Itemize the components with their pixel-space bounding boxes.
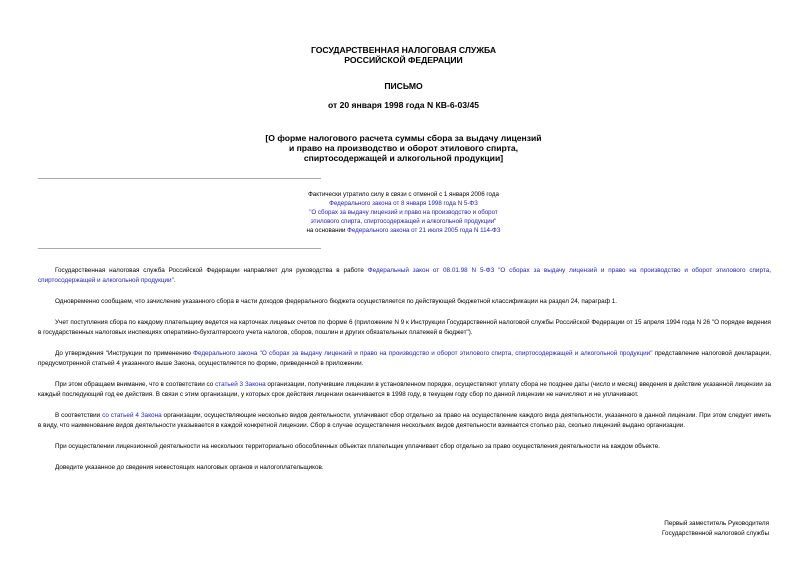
subject-line-3: спиртосодержащей и алкогольной продукции] [303,153,504,163]
status-note [0,190,807,235]
article-4-link[interactable]: со статьей 4 Закона [102,412,162,420]
divider-top [38,178,321,179]
document-subject [0,133,807,163]
paragraph-8: Доведите указанное до сведения нижестоящих налоговых органов и налогоплательщиков. [55,464,324,472]
doc-type: ПИСЬМО [384,81,423,91]
law-link-p4[interactable]: Федерального закона "О сборах за выдачу лицензий и право на производство и оборот этилового спирта, спиртосодержащей и алкогольной продукции" [193,349,653,357]
letter-body [38,266,771,484]
law-link-5fz-title-2[interactable]: этилового спирта, спиртосодержащей и алкогольной продукции" [310,218,497,226]
law-link-114fz[interactable]: Федерального закона от 21 июля 2005 года N 114-ФЗ [347,227,501,235]
status-note-prefix: на основании [306,227,348,235]
subject-line-2: и право на производство и оборот этилового спирта, [288,143,519,153]
date-number: от 20 января 1998 года N КВ-6-03/45 [327,100,480,110]
law-link-5fz-title-1[interactable]: "О сборах за выдачу лицензий и право на производство и оборот [309,209,498,217]
law-link-p1[interactable]: Федеральный закон от 08.01.98 N 5-ФЗ "О сборах за выдачу лицензий и право на производство и оборот этилового спирта, спиртосодержащей и алкогольной продукции" [38,267,771,285]
p5-text: При этом обращаем внимание, что в соответствии со [55,381,216,389]
signature-block [662,519,769,540]
agency-title [0,45,807,65]
paragraph-7: При осуществлении лицензионной деятельности на нескольких территориально обособленных объектах плательщик уплачивает сбор отдельно за право осуществления деятельности на каждом объекте. [55,443,661,451]
signature-line-2: Государственной налоговой службы [662,530,769,538]
subject-line-1: [О форме налогового расчета суммы сбора за выдачу лицензий [265,133,542,143]
agency-line-2: РОССИЙСКОЙ ФЕДЕРАЦИИ [344,55,463,65]
p5-text-end: организации, получившие лицензии в установленном порядке, осуществляют уплату сбора не позднее даты (число и месяц) введения в действие указанной лицензии за каждый последующий год ее действия. В связи с этим организации, у которых срок действия лицензии оканчивается в 1998 году, в текущем году сбор по данной лицензии не начисляют и не уплачивают. [38,381,772,399]
paragraph-5 [38,380,771,401]
signature-line-1: Первый заместитель Руководителя [664,520,769,527]
divider-bottom [38,248,321,249]
law-link-5fz[interactable]: Федерального закона от 8 января 1998 года N 5-ФЗ [329,200,478,208]
p4-text: До утверждения "Инструкции по применению [55,349,194,357]
p6-text: В соответствии [55,412,103,420]
p4-text-end: представление налоговой декларации, предусмотренной статьей 4 указанного выше Закона, осуществляется по форме, приведенной в приложении. [38,349,771,368]
paragraph-4 [38,349,771,370]
paragraph-2: Одновременно сообщаем, что зачисление указанного сбора в части доходов федерального бюджета осуществляется по действующей бюджетной классификации на раздел 24, параграф 1. [55,298,617,306]
agency-line-1: ГОСУДАРСТВЕННАЯ НАЛОГОВАЯ СЛУЖБА [310,45,497,55]
status-note-line: Фактически утратило силу в связи с отменой с 1 января 2006 года [308,191,499,198]
paragraph-3: Учет поступления сбора по каждому плательщику ведется на карточках лицевых счетов по форме 6 (приложение N 9 к Инструкции Государственной налоговой службы Российской Федерации от 15 апреля 1994 года N 26 "О порядке ведения в государственных налоговых инспекциях оперативно-бухгалтерского учета налогов, сборов, пошлин и других обязательных платежей в бюджет"). [38,318,771,337]
p1-text: Государственная налоговая служба Российской Федерации направляет для руководства в работе [55,267,368,274]
p6-text-end: организации, осуществляющие несколько видов деятельности, уплачивают сбор отдельно за право на осуществление каждого вида деятельности, указанного в данной лицензии. При этом следует иметь в виду, что наименование видов деятельности указывается в каждой конкретной лицензии. Сбор в случае осуществления нескольких видов деятельности взимается столько раз, сколько лицензий выдано организации. [38,412,772,430]
paragraph-6 [38,411,771,432]
paragraph-1 [38,266,771,287]
p1-text-end: . [173,277,176,285]
article-3-link[interactable]: статьей 3 Закона [215,381,266,389]
